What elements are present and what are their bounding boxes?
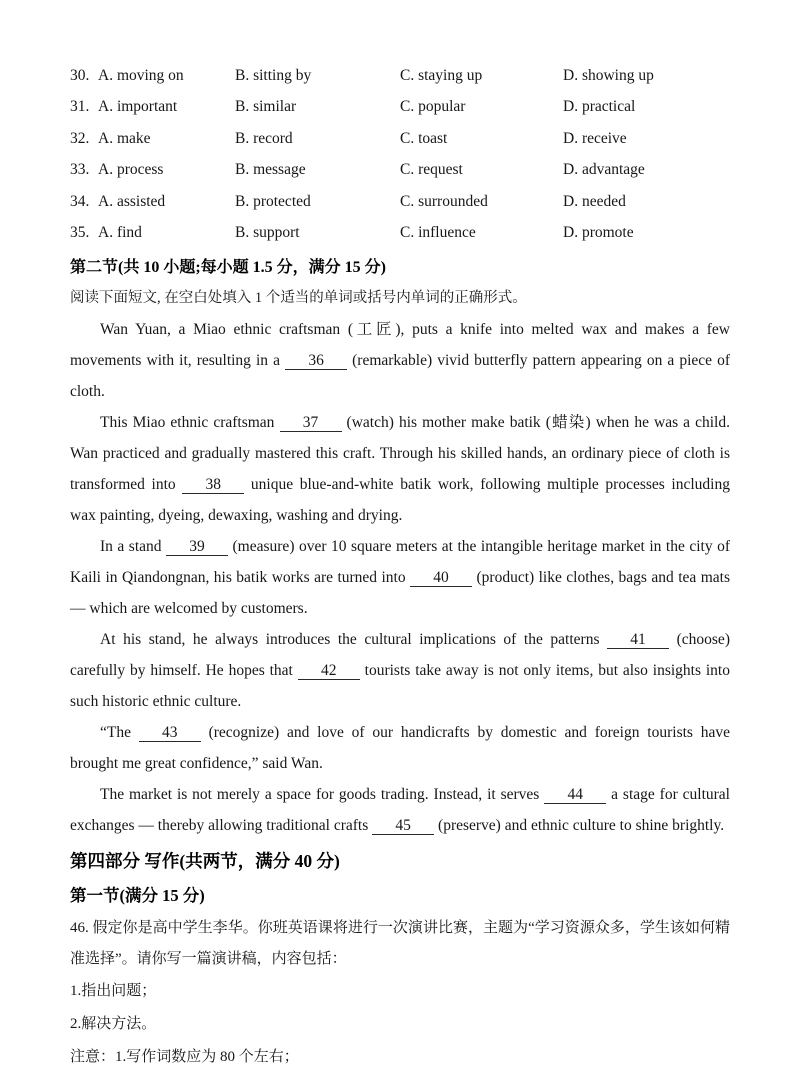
mcq-option-a: 34. A. assisted (70, 192, 166, 210)
question-number: 33. (70, 161, 90, 179)
question-number: 31. (70, 98, 90, 116)
mcq-option-b: B. message (235, 161, 306, 179)
question-number: 30. (70, 66, 90, 84)
mcq-option-d: D. showing up (563, 66, 654, 84)
blank-43: 43 (139, 724, 201, 742)
cloze-paragraph (70, 779, 730, 841)
mcq-option-c: C. popular (400, 98, 466, 116)
cloze-paragraph (70, 717, 730, 779)
mcq-option-d: D. practical (563, 98, 636, 116)
mcq-option-d: D. receive (563, 129, 627, 147)
text-segment: “The (100, 724, 139, 741)
writing-point-2: 2.解决方法。 (70, 1016, 157, 1032)
mcq-row-31 (70, 92, 730, 124)
text-segment: unique blue-and-white batik work, following multiple processes including wax painting, dyeing, dewaxing, washing and drying. (70, 476, 730, 524)
text-segment: In a stand (100, 538, 167, 555)
mcq-option-a: 31. A. important (70, 98, 178, 116)
text-segment: (recognize) and love of our handicrafts by domestic and foreign tourists have brought me great confidence,” said Wan. (70, 724, 731, 772)
section2-instruction: 阅读下面短文, 在空白处填入 1 个适当的单词或括号内单词的正确形式。 (70, 290, 527, 306)
mcq-option-b: B. sitting by (235, 66, 312, 84)
mcq-option-b: B. similar (235, 98, 297, 116)
writing-point-1: 1.指出问题； (70, 983, 157, 999)
blank-41: 41 (607, 631, 669, 649)
mcq-option-d: D. needed (563, 192, 626, 210)
text-segment: (watch) his mother make batik (蜡染) when he was a child. Wan practiced and gradually mastered this craft. Through his skilled hands, an ordinary piece of cloth is transformed into (70, 414, 730, 493)
cloze-paragraphs (70, 314, 730, 841)
text-segment: At his stand, he always introduces the cultural implications of the patterns (100, 631, 608, 648)
question-number: 34. (70, 192, 90, 210)
text-segment: This Miao ethnic craftsman (100, 414, 280, 431)
mcq-option-c: C. surrounded (400, 192, 488, 210)
text-segment: Wan Yuan, a Miao ethnic craftsman (工匠), puts a knife into melted wax and makes a few movements with it, resulting in a (70, 321, 730, 369)
text-segment: (product) like clothes, bags and tea mats — which are welcomed by customers. (70, 569, 730, 617)
writing-note: 注意：1.写作词数应为 80 个左右； (70, 1049, 299, 1065)
mcq-option-b: B. protected (235, 192, 311, 210)
mcq-option-c: C. toast (400, 129, 448, 147)
text-segment: (remarkable) vivid butterfly pattern appearing on a piece of cloth. (70, 352, 731, 400)
writing-points (70, 975, 730, 1041)
mcq-option-a: 30. A. moving on (70, 66, 184, 84)
text-segment: a stage for cultural exchanges — thereby allowing traditional crafts (70, 786, 730, 834)
section2-heading: 第二节(共 10 小题;每小题 1.5 分，满分 15 分) (70, 259, 386, 276)
blank-45: 45 (372, 817, 434, 835)
text-segment: The market is not merely a space for goods trading. Instead, it serves (100, 786, 545, 803)
mcq-option-a: 35. A. find (70, 224, 142, 242)
mcq-row-35 (70, 218, 730, 250)
text-segment: (preserve) and ethnic culture to shine brightly. (434, 817, 725, 834)
section4-sub-heading: 第一节(满分 15 分) (70, 886, 205, 905)
blank-38: 38 (182, 476, 244, 494)
mcq-option-c: C. influence (400, 224, 476, 242)
question-number: 32. (70, 129, 90, 147)
blank-42: 42 (298, 662, 360, 680)
mcq-option-b: B. record (235, 129, 293, 147)
blank-36: 36 (285, 352, 347, 370)
mcq-row-32 (70, 123, 730, 155)
mcq-row-33 (70, 155, 730, 187)
blank-44: 44 (544, 786, 606, 804)
cloze-paragraph (70, 314, 730, 407)
blank-37: 37 (280, 414, 342, 432)
text-segment: (choose) carefully by himself. He hopes that (70, 631, 730, 679)
cloze-paragraph (70, 407, 730, 531)
section4-heading: 第四部分 写作(共两节，满分 40 分) (70, 851, 340, 871)
blank-39: 39 (166, 538, 228, 556)
cloze-paragraph (70, 531, 730, 624)
mcq-option-c: C. staying up (400, 66, 483, 84)
mcq-option-a: 33. A. process (70, 161, 164, 179)
mcq-row-30 (70, 60, 730, 92)
mcq-option-b: B. support (235, 224, 300, 242)
text-segment: tourists take away is not only items, but also insights into such historic ethnic culture. (70, 662, 730, 710)
cloze-paragraph (70, 624, 730, 717)
question-number: 35. (70, 224, 90, 242)
text-segment: (measure) over 10 square meters at the intangible heritage market in the city of Kaili in Qiandongnan, his batik works are turned into (70, 538, 730, 586)
mcq-option-a: 32. A. make (70, 129, 151, 147)
mcq-option-d: D. advantage (563, 161, 645, 179)
mcq-option-c: C. request (400, 161, 463, 179)
writing-task: 46. 假定你是高中学生李华。你班英语课将进行一次演讲比赛，主题为“学习资源众多，学生该如何精准选择”。请你写一篇演讲稿，内容包括： (70, 920, 730, 967)
mcq-row-34 (70, 186, 730, 218)
mcq-option-d: D. promote (563, 224, 634, 242)
blank-40: 40 (410, 569, 472, 587)
mcq-table (70, 60, 730, 249)
